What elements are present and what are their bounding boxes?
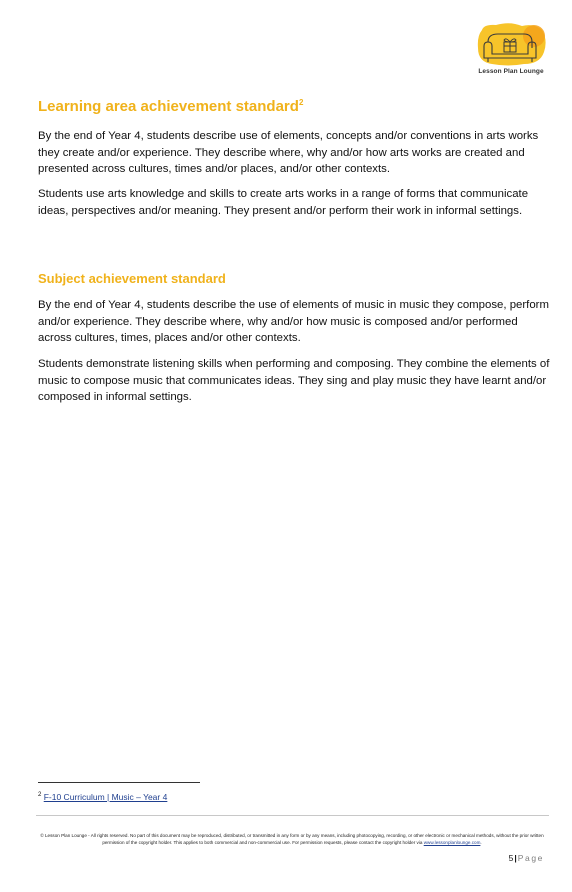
- footnote-reference[interactable]: 2: [298, 98, 304, 107]
- page-number-value: 5: [508, 853, 514, 863]
- logo-wordmark: Lesson Plan Lounge: [478, 68, 544, 75]
- subject-paragraph-1: By the end of Year 4, students describe the use of elements of music in music they compose, perform and/or experience. They describe where, why and/or how music is composed and/or performed across cultures, times, places and/or other contexts.: [38, 299, 549, 345]
- footer-divider: [36, 815, 549, 816]
- footnote-link[interactable]: F-10 Curriculum | Music – Year 4: [43, 792, 168, 802]
- copyright-notice: © Lesson Plan Lounge - All rights reserved. No part of this document may be reproduced, distributed, or transmitted in any form or by any means, including photocopying, recording, or other electronic or mechanical methods, without the prior written permission of the copyright holder. This applies to both commercial and non-commercial use. For permission requests, please contact the copyright holder via www.lessonplanlounge.com.: [40, 833, 544, 845]
- lesson-plan-lounge-logo: [474, 22, 548, 80]
- subject-achievement-heading: Subject achievement standard: [38, 271, 226, 286]
- learning-area-paragraph-2: Students use arts knowledge and skills to create arts works in a range of forms that communicate ideas, perspectives and/or meaning. They present and/or perform their work in informal settings.: [38, 188, 529, 217]
- learning-area-heading-text: Learning area achievement standard: [38, 98, 299, 115]
- footnote-separator: [38, 782, 200, 783]
- website-link[interactable]: www.lessonplanlounge.com: [423, 839, 481, 845]
- page-number: [509, 853, 544, 863]
- learning-area-heading: [38, 98, 303, 115]
- footnote-number: 2: [38, 792, 42, 799]
- sofa-with-gift-logo-icon: [474, 22, 548, 68]
- learning-area-paragraph-1: By the end of Year 4, students describe use of elements, concepts and/or conventions in arts works they create and/or experience. They describe where, why and/or how arts works are created and presented across cultures, times and/or places, and/or other contexts.: [38, 130, 539, 176]
- page-separator: |: [514, 853, 517, 863]
- page-label: Page: [517, 853, 544, 863]
- footnote: [38, 792, 167, 802]
- copyright-text: © Lesson Plan Lounge - All rights reserved. No part of this document may be reproduced, distributed, or transmitted in any form or by any means, including photocopying, recording, or other electronic or mechanical methods, without the prior written permission of the copyright holder. This applies to both commercial and non-commercial use. For permission requests, please contact the copyright holder via: [40, 833, 544, 845]
- subject-paragraph-2: Students demonstrate listening skills when performing and composing. They combine the elements of music to compose music that communicates ideas. They sing and play music they have learnt and/or composed in informal settings.: [38, 358, 550, 404]
